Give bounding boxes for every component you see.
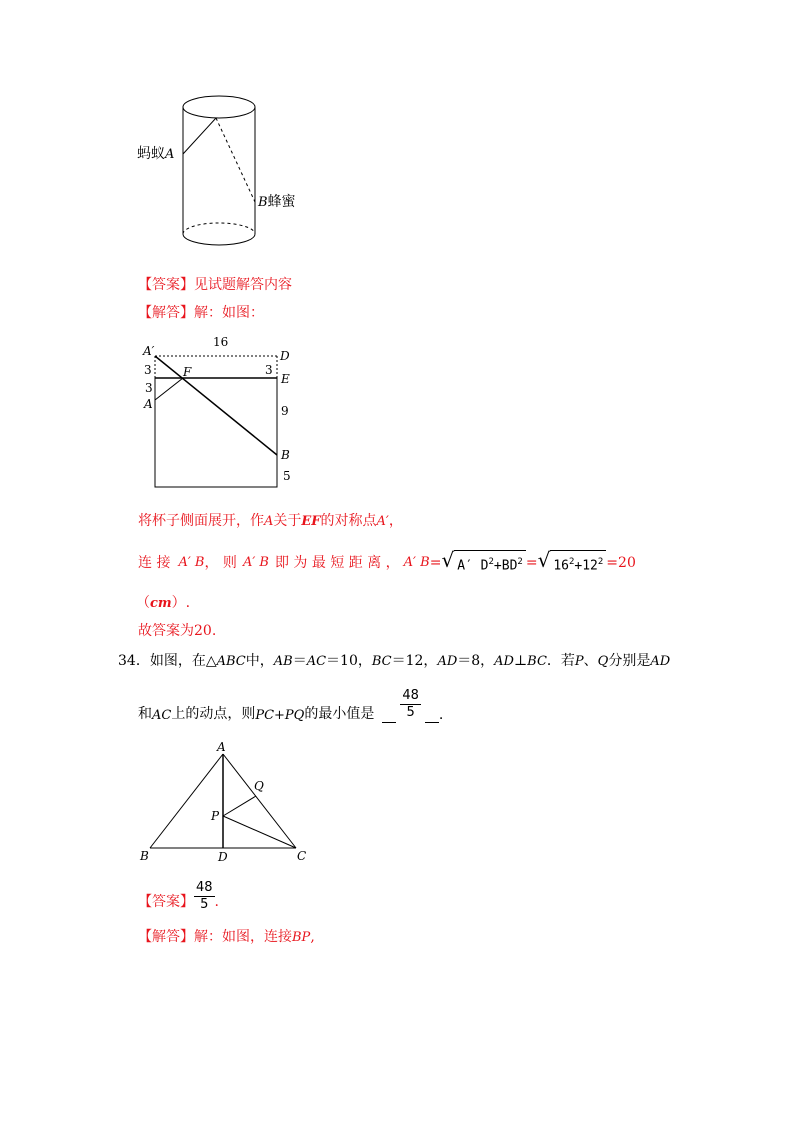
- answer-fraction: [194, 880, 215, 913]
- solution-bracket: 【解答】: [138, 929, 194, 945]
- label-P: P: [211, 809, 220, 823]
- text-segment: ．若: [546, 653, 575, 669]
- math-AB: AB: [273, 654, 293, 669]
- solution-bracket: 【解答】: [138, 305, 194, 321]
- side-AB: [150, 754, 223, 848]
- label-F: F: [183, 365, 192, 379]
- point-A-label: A: [165, 147, 175, 162]
- text-segment: ， 则: [204, 555, 237, 572]
- label-3-left-bottom: 3: [145, 381, 153, 395]
- text-segment: .: [438, 707, 444, 723]
- text-segment: 关于: [273, 513, 302, 529]
- perpendicular-symbol: ⊥: [513, 653, 528, 669]
- answer-value: 20.: [194, 623, 217, 639]
- text-segment: 即 为 最 短 距 离 ，: [274, 555, 400, 572]
- question-34-line-1: [118, 652, 670, 671]
- math-AC: AC: [306, 654, 327, 669]
- text-segment: 的最小值是: [304, 706, 375, 722]
- question-34-line-2: [138, 690, 443, 723]
- label-D: D: [218, 850, 228, 864]
- text-segment: 的对称点: [320, 513, 377, 529]
- ant-label: 蚂蚁: [137, 146, 165, 162]
- math-AD: AD: [494, 654, 514, 669]
- answer-1: [138, 276, 292, 294]
- answer-2: [138, 878, 219, 911]
- text-segment: ，: [388, 513, 403, 529]
- sqrt-expression-1: [441, 550, 525, 575]
- cylinder-figure: [130, 92, 320, 254]
- math-A-prime: A′: [376, 514, 389, 529]
- math-BC: BC: [371, 654, 392, 669]
- exponent: 2: [517, 557, 523, 567]
- label-E: E: [281, 372, 290, 386]
- text-segment: 将杯子侧面展开，作: [138, 513, 264, 529]
- label-A: A: [144, 397, 153, 411]
- label-D: D: [280, 349, 290, 363]
- text-segment: ＝12，: [391, 653, 438, 669]
- math-A-prime-B: A′ B: [403, 555, 430, 571]
- answer-bracket: 【答案】: [138, 894, 194, 910]
- equals-sign: =: [429, 555, 442, 572]
- math-PC-PQ: PC+PQ: [255, 708, 305, 723]
- math-EF: EF: [301, 514, 321, 529]
- line-A-F: [155, 378, 183, 400]
- text-segment: 故答案为: [138, 623, 194, 639]
- text-segment: 连 接: [138, 555, 171, 572]
- text-segment: 上的动点，则: [171, 706, 256, 722]
- radicand-term: 16: [553, 558, 569, 574]
- answer-blank-left: [382, 710, 396, 723]
- text-segment: 34．如图，在△: [118, 653, 217, 669]
- radicand-term: +12: [574, 558, 598, 574]
- math-P: P: [574, 654, 584, 669]
- radical-sign: √: [537, 548, 551, 572]
- text-segment: ＝8，: [457, 653, 495, 669]
- solution-1-header: [138, 304, 264, 322]
- rectangle-body: [155, 378, 277, 487]
- solution-line-2: [138, 550, 636, 575]
- math-BC: BC: [527, 654, 547, 669]
- text-segment: （: [136, 595, 150, 611]
- solution-line-4: [138, 622, 216, 640]
- equals-sign: =: [525, 555, 538, 572]
- fraction-denominator: 5: [406, 705, 415, 720]
- label-9: 9: [281, 404, 289, 418]
- cylinder-top-ellipse: [183, 96, 255, 118]
- text-segment: 和: [138, 706, 152, 722]
- math-AC: AC: [152, 708, 172, 723]
- side-AC: [223, 754, 296, 848]
- math-AD: AD: [437, 654, 458, 669]
- math-Q: Q: [597, 654, 609, 669]
- exponent: 2: [568, 557, 575, 567]
- radicand-1: [454, 550, 526, 575]
- answer-text: 见试题解答内容: [194, 277, 292, 293]
- math-AD: AD: [650, 654, 671, 669]
- solution-text: 解：如图：: [194, 305, 264, 321]
- answer-bracket: 【答案】: [138, 277, 194, 293]
- triangle-figure: [135, 738, 315, 864]
- exponent: 2: [488, 557, 494, 567]
- label-ant-A: [137, 145, 174, 164]
- radicand-2: [550, 550, 606, 575]
- unit-cm: cm: [150, 596, 172, 611]
- text-segment: 分别是: [608, 653, 651, 669]
- label-honey-B: [258, 193, 296, 212]
- fraction-denominator: 5: [200, 897, 209, 912]
- fraction-numerator: 48: [196, 880, 213, 895]
- point-B-label: B: [258, 195, 268, 210]
- text-segment: ＝: [292, 653, 307, 669]
- solution-2: [138, 928, 315, 947]
- text-segment: 中，: [245, 653, 274, 669]
- text-segment: ＝10，: [326, 653, 372, 669]
- exponent: 2: [597, 557, 604, 567]
- label-C: C: [297, 849, 307, 863]
- cylinder-bottom-back: [183, 223, 255, 234]
- cylinder-bottom-front: [183, 234, 255, 245]
- segment-PQ: [223, 796, 256, 816]
- fraction-numerator: 48: [402, 688, 419, 703]
- equals-sign: =: [606, 555, 619, 572]
- text-segment: .: [214, 894, 219, 910]
- solution-text: 解：如图，连接: [194, 929, 292, 945]
- label-A: A: [217, 740, 226, 754]
- segment-PC: [223, 816, 296, 848]
- math-BP: BP: [292, 930, 311, 945]
- honey-label: 蜂蜜: [267, 194, 296, 210]
- math-A-prime-B: A′ B: [178, 555, 205, 571]
- label-3-left-top: 3: [144, 363, 152, 377]
- unfolded-figure: [135, 328, 305, 494]
- label-B: B: [140, 849, 149, 863]
- solution-line-3: [136, 594, 190, 613]
- text-segment: ）.: [171, 595, 191, 611]
- path-ant-to-top: [183, 118, 216, 154]
- label-A-prime: A′: [143, 344, 155, 358]
- text-segment: ,: [310, 929, 315, 945]
- radicand-term: +BD: [493, 558, 518, 574]
- answer-fraction: [400, 688, 421, 721]
- label-3-right: 3: [265, 363, 273, 377]
- label-16: 16: [213, 335, 229, 349]
- label-5: 5: [283, 469, 291, 483]
- answer-blank-right: [425, 710, 439, 723]
- math-A: A: [264, 514, 274, 529]
- line-A-prime-B: [155, 356, 277, 455]
- math-A-prime-B: A′ B: [242, 555, 269, 571]
- radicand-term: A′ D: [457, 558, 489, 574]
- sqrt-expression-2: [538, 550, 607, 575]
- math-ABC: ABC: [216, 654, 246, 669]
- text-segment: 、: [583, 653, 598, 669]
- radical-sign: √: [441, 548, 455, 572]
- label-Q: Q: [254, 779, 264, 793]
- label-B: B: [281, 448, 290, 462]
- result-value: 20: [618, 555, 636, 572]
- path-top-to-honey: [216, 118, 255, 202]
- solution-line-1: [138, 512, 403, 531]
